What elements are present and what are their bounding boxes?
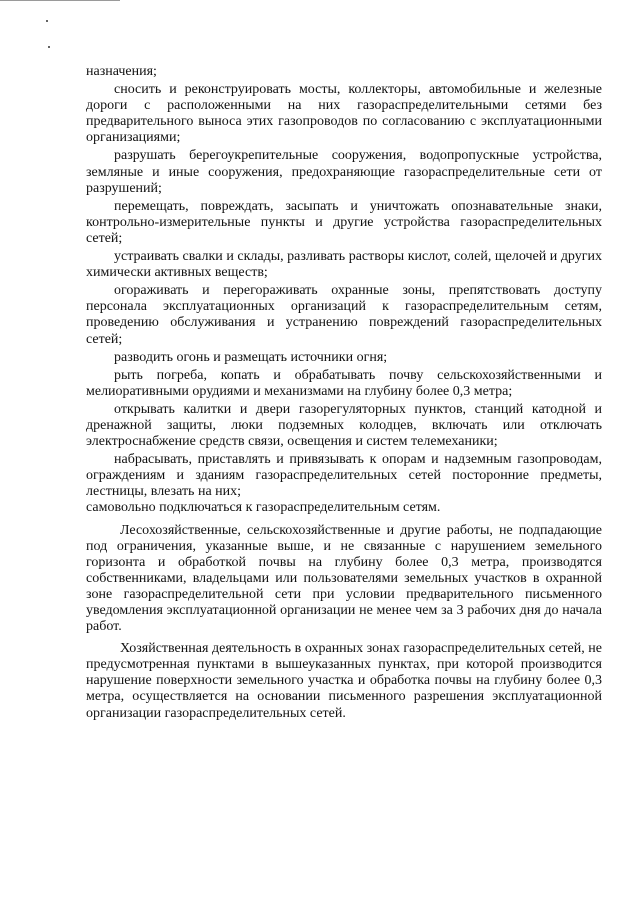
paragraph-forestry-works: Лесохозяйственные, сельскохозяйственные и другие работы, не подпадающие под ограничения, указанные выше, и не связанные с нарушением земельного горизонта и обработкой почвы на глубину более 0,3 метра, производятся собственниками, владельцами или пользователями земельных участков в охранной зоне газораспределительной сети при условии предварительного письменного уведомления эксплуатационной организации не менее чем за 3 рабочих дня до начала работ.	[86, 522, 602, 635]
paragraph-dumps: устраивать свалки и склады, разливать растворы кислот, солей, щелочей и других химически активных веществ;	[86, 249, 602, 281]
paragraph-bank-structures: разрушать берегоукрепительные сооружения, водопропускные устройства, земляные и иные сооружения, предохраняющие газораспределительные сети от разрушений;	[86, 148, 602, 196]
paragraph-objects: набрасывать, приставлять и привязывать к опорам и надземным газопроводам, ограждениям и зданиям газораспределительных сетей посторонние предметы, лестницы, влезать на них;	[86, 452, 602, 500]
paragraph-marker-signs: перемещать, повреждать, засыпать и уничтожать опознавательные знаки, контрольно-измерительные пункты и другие устройства газораспределительных сетей;	[86, 198, 602, 246]
paragraph-continuation: назначения;	[86, 64, 157, 79]
paragraph-bridges: сносить и реконструировать мосты, коллекторы, автомобильные и железные дороги с расположенными на них газораспределительными сетями без предварительного выноса этих газопроводов по согласованию с эксплуатационными организациями;	[86, 82, 602, 146]
paragraph-fencing: огораживать и перегораживать охранные зоны, препятствовать доступу персонала эксплуатационных организаций к газораспределительным сетям, проведению обслуживания и устранению повреждений газораспределительных сетей;	[86, 283, 602, 347]
scan-speck	[48, 46, 50, 48]
paragraph-economic-activity: Хозяйственная деятельность в охранных зонах газораспределительных сетей, не предусмотренная пунктами в вышеуказанных пунктах, при которой производится нарушение поверхности земельного участка и обработка почвы на глубину более 0,3 метра, осуществляется на основании письменного разрешения эксплуатационной организации газораспределительных сетей.	[86, 641, 602, 721]
scan-edge-line	[0, 0, 120, 1]
scan-speck	[46, 20, 48, 22]
paragraph-digging: рыть погреба, копать и обрабатывать почву сельскохозяйственными и мелиоративными орудиями и механизмами на глубину более 0,3 метра;	[86, 367, 602, 399]
paragraph-connection: самовольно подключаться к газораспределительным сетям.	[86, 500, 441, 516]
paragraph-fire: разводить огонь и размещать источники огня;	[114, 349, 388, 365]
document-body	[86, 64, 602, 722]
paragraph-doors: открывать калитки и двери газорегуляторных пунктов, станций катодной и дренажной защиты, люки подземных колодцев, включать или отключать электроснабжение средств связи, освещения и систем телемеханики;	[86, 401, 602, 450]
